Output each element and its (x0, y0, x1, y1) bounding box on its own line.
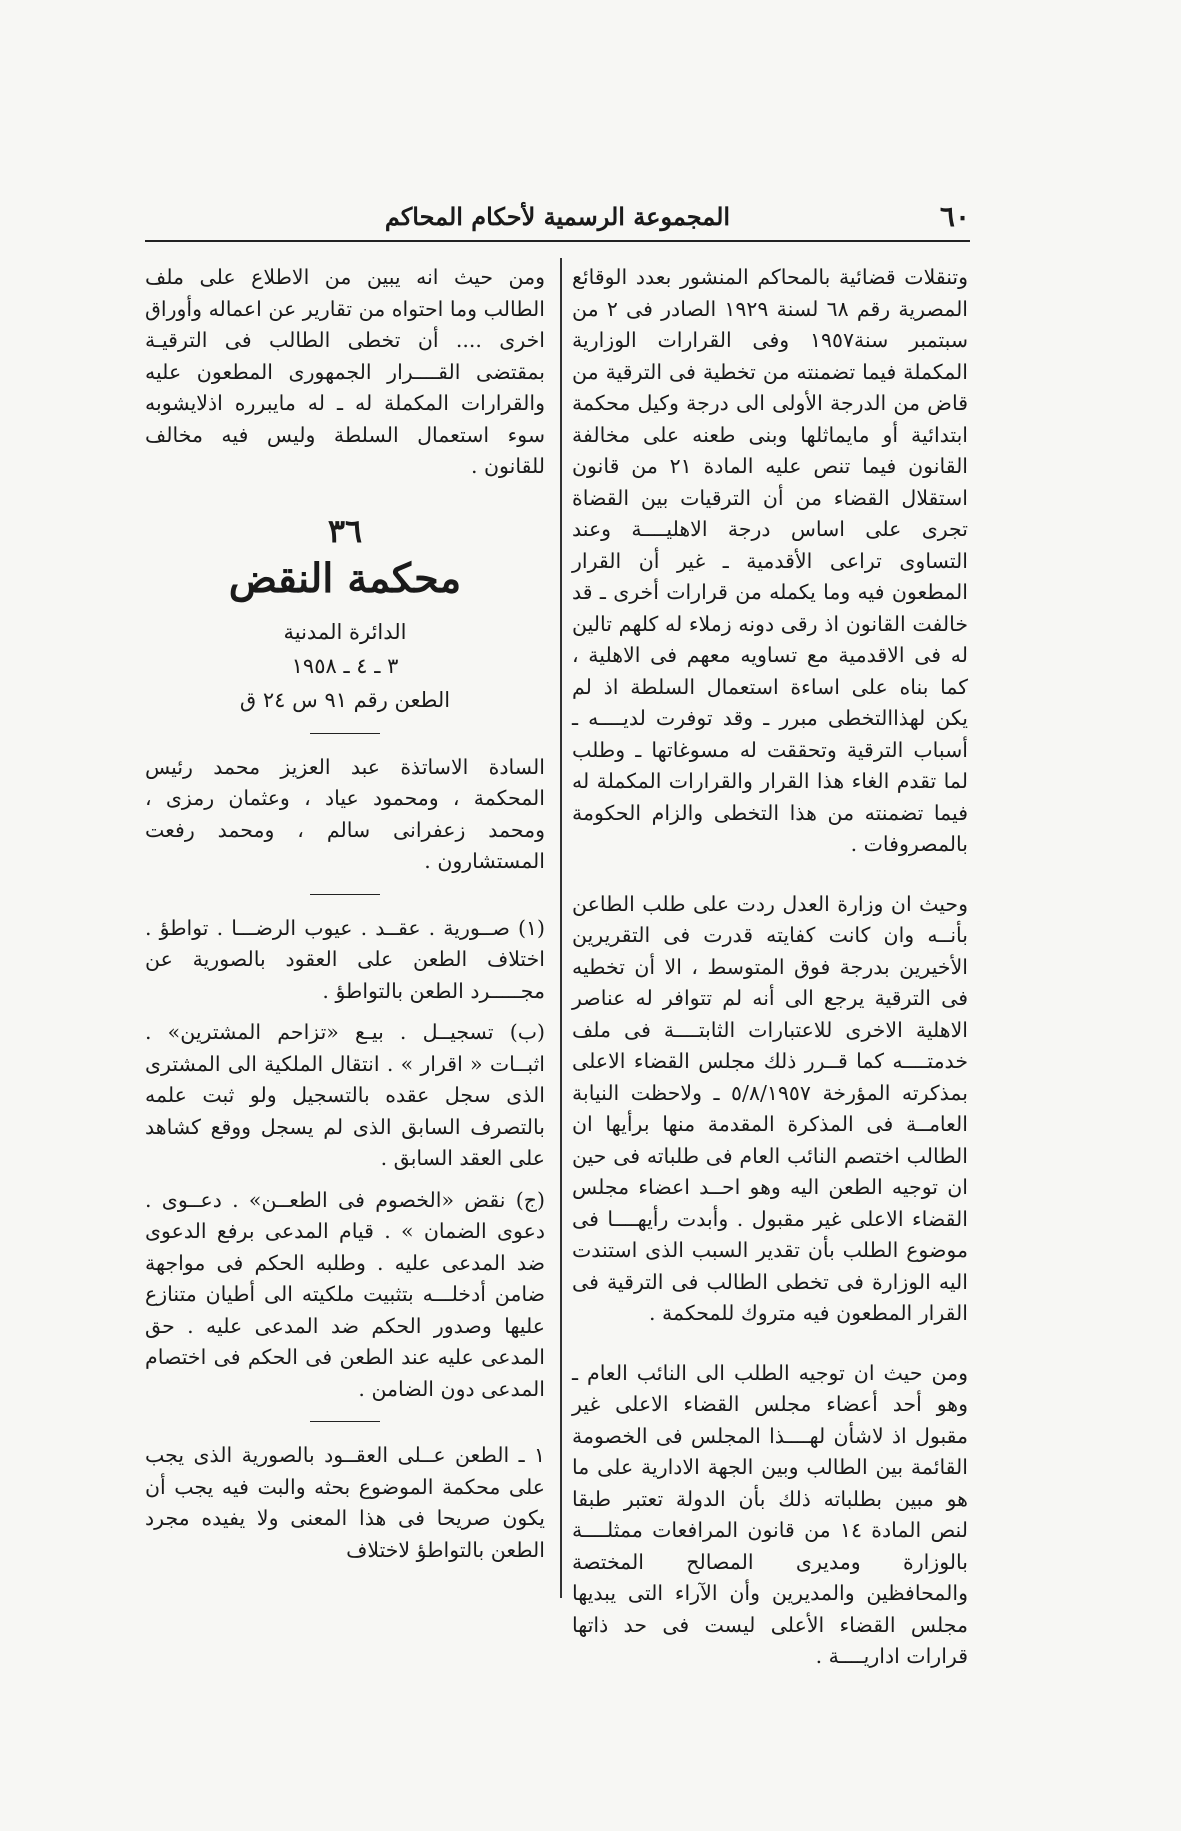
section-rule (310, 733, 380, 734)
paragraph: وتنقلات قضائية بالمحاكم المنشور بعدد الوقائع المصرية رقم ٦٨ لسنة ١٩٢٩ الصادر فى ٢ من سبتمبر سنة١٩٥٧ وفى القرارات الوزارية المكملة فيما تضمنته من تخطية فى الترقية من قاض من الدرجة الأولى الى درجة وكيل محكمة ابتدائية أو مايماثلها وبنى طعنه على مخالفة القانون فيما تنص عليه المادة ٢١ من قانون استقلال القضاء من أن الترقيات بين القضاة تجرى على اساس درجة الاهليــــة وعند التساوى تراعى الأقدمية ـ غير أن القرار المطعون فيه وما يكمله من قرارات أخرى ـ قد خالفت القانون اذ رقى دونه زملاء له كلهم تالين له فى الاقدمية مع تساويه معهم فى الاهلية ، كما بناه على اساءة استعمال السلطة اذ لم يكن لهذاالتخطى مبرر ـ وقد توفرت لديــــه ـ أسباب الترقية وتحققت له مسوغاتها ـ وطلب لما تقدم الغاء هذا القرار والقرارات المكملة له فيما تضمنته من هذا التخطى والزام الحكومة بالمصروفات . (572, 265, 969, 856)
headnote-a: (١) صــورية . عقــد . عيوب الرضـــا . تواطؤ . اختلاف الطعن على العقود بالصورية عن مجـــــرد الطعن بالتواطؤ . (145, 915, 545, 1003)
right-column (572, 262, 968, 1673)
headnote-c: (ج) نقض «الخصوم فى الطعــن» . دعــوى . دعوى الضمان » . قيام المدعى برفع الدعوى ضد المدعى عليه . وطلبه الحكم فى مواجهة ضامن أدخلـــه بتثبيت ملكيته الى أطيان متنازع عليها وصدور الحكم ضد المدعى عليه . حق المدعى عليه عند الطعن فى الحكم فى اختصام المدعى دون الضامن . (145, 1187, 545, 1401)
paragraph: وحيث ان وزارة العدل ردت على طلب الطاعن بأنــه وان كانت كفايته قدرت فى التقريرين الأخيرين بدرجة فوق المتوسط ، الا أن تخطيه فى الترقية يرجع الى أنه لم تتوافر له عناصر الاهلية الاخرى للاعتبارات الثابتــــة فى ملف خدمتــــه كما قــرر ذلك مجلس القضاء الاعلى بمذكرته المؤرخة ٥/٨/١٩٥٧ ـ ولاحظت النيابة العامــة فى المذكرة المقدمة منها برأيها ان الطالب اختصم النائب العام فى طلباته فى حين ان توجيه الطعن اليه وهو احــد اعضاء مجلس القضاء الاعلى غير مقبول . وأبدت رأيهــــا فى موضوع الطلب بأن تقدير السبب الذى استندت اليه الوزارة فى تخطى الطالب فى الترقية فى القرار المطعون فيه متروك للمحكمة . (572, 891, 968, 1325)
left-column (145, 262, 545, 1566)
case-number: ٣٦ (327, 511, 363, 550)
court-name: محكمة النقض (228, 554, 462, 602)
column-divider (560, 258, 562, 1598)
page-header (145, 200, 970, 238)
judges-list: السادة الاساتذة عبد العزيز محمد رئيس المحكمة ، ومحمود عياد ، وعثمان رمزى ، ومحمد زعفرانى سالم ، ومحمد رفعت المستشارون . (145, 754, 545, 873)
appeal-reference: الطعن رقم ٩١ س ٢٤ ق (239, 687, 451, 712)
case-heading (145, 511, 545, 717)
case-date: ٣ ـ ٤ ـ ١٩٥٨ (291, 653, 399, 678)
running-title: المجموعة الرسمية لأحكام المحاكم (384, 202, 731, 231)
header-rule (145, 240, 970, 242)
paragraph: ومن حيث ان توجيه الطلب الى النائب العام ـ وهو أحد أعضاء مجلس القضاء الاعلى غير مقبول اذ لاشأن لهــــذا المجلس فى الخصومة القائمة بين الطالب وبين الجهة الادارية على ما هو مبين بطلباته ذلك بأن الدولة تعتبر طبقا لنص المادة ١٤ من قانون المرافعات ممثلــــة بالوزارة ومديرى المصالح المختصة والمحافظين والمديرين وأن الآراء التى يبديها مجلس القضاء الأعلى ليست فى حد ذاتها قرارات اداريــــة . (572, 1360, 968, 1668)
headnote-b: (ب) تسجيــل . بيـع «تزاحم المشترين» . اثبــات « اقرار » . انتقال الملكية الى المشترى الذى سجل عقده بالتسجيل ولو ثبت علمه بالتصرف السابق الذى لم يسجل ووقع كشاهد على العقد السابق . (145, 1020, 545, 1170)
section-rule (310, 894, 380, 895)
paragraph: ومن حيث انه يبين من الاطلاع على ملف الطالب وما احتواه من تقارير عن اعماله وأوراق اخرى .... أن تخطى الطالب فى الترقيـة بمقتضى القــــرار الجمهورى المطعون عليه والقرارات المكملة له ـ له مايبرره اذلايشوبه سوء استعمال السلطة وليس فيه مخالف للقانون . (145, 265, 545, 478)
section-rule (310, 1421, 380, 1422)
paragraph: ١ ـ الطعن عــلى العقــود بالصورية الذى يجب على محكمة الموضوع بحثه والبت فيه يجب أن يكون صريحا فى هذا المعنى ولا يفيده مجرد الطعن بالتواطؤ لاختلاف (145, 1443, 545, 1562)
chamber-name: الدائرة المدنية (283, 619, 407, 644)
page-number: ٦٠ (939, 200, 970, 233)
